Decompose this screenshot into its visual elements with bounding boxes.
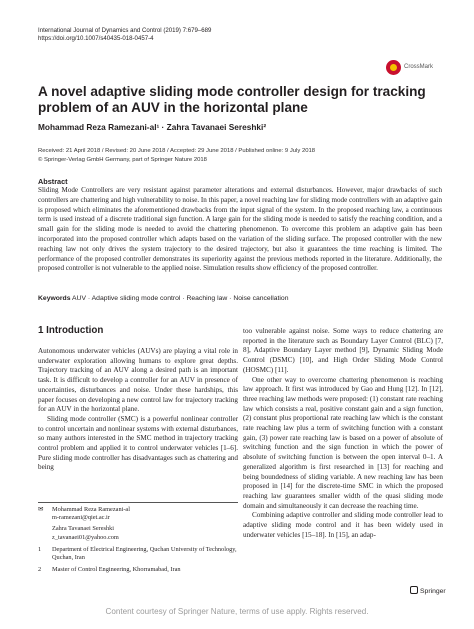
abstract-heading: Abstract (38, 177, 68, 186)
intro-paragraph: Combining adaptive controller and sliding mode controller lead to adaptive sliding mode control and it has been widely used in underwater vehicles [15–18]. In [15], an adap- (243, 511, 443, 539)
publication-dates: Received: 21 April 2018 / Revised: 20 June 2018 / Accepted: 29 June 2018 / Published online: 9 July 2018 (38, 148, 316, 154)
crossmark-label: CrossMark (404, 64, 434, 70)
article-history (38, 147, 315, 164)
keywords-label: Keywords (38, 295, 71, 302)
crossmark-badge[interactable] (386, 60, 446, 78)
springer-horse-icon (410, 586, 418, 594)
correspondence-block (38, 506, 238, 542)
affiliation (38, 566, 238, 574)
intro-paragraph: One other way to overcome chattering phenomenon is reaching law approach. It first was introduced by Gao and Hung [12]. In [12], three reaching law methods were proposed: (1) constant rate reaching law which consists a real, positive constant gain and a sign function, (2) constant plus proportional rate reaching law which is the constant rate reaching law plus a term of switching function with a constant gain, (3) power rate reaching law is based on a power of absolute of switching function and the sign function in which the power of absolute of switching function is between the open interval 0–1. A generalized algorithm is first researched in [13] for reaching and being boundedness of sliding variable. A new reaching law has been proposed in [14] for the discrete-time SMC in which the proposed reaching law guarantees smaller width of the quasi sliding mode domain and simultaneously it can decrease the reaching time. (243, 375, 443, 510)
footnotes (38, 506, 238, 578)
left-column (38, 347, 238, 473)
coauthor-name: Zahra Tavanaei Sereshki (52, 525, 115, 533)
abstract-text: Sliding Mode Controllers are very resistant against parameter alterations and external disturbances. However, major drawbacks of such controllers are chattering and high vulnerability to noise. In this paper, a novel reaching law for sliding mode controllers with an adaptive gain is proposed which eliminates the aforementioned drawbacks from the input signal of the system. In the proposed reaching law, a continuous term is used instead of a discrete traditional sign function. A large gain for the sliding mode is needed to satisfy the reaching condition, and a small gain for the sliding mode is needed to avoid the chattering phenomenon. To overcome this problem an adaptive gain has been incorporated into the proposed controller which adapts based on the variation of the sliding surface. The proposed controller with the new reaching law not only drives the system trajectory to the desired trajectory, but also it guarantees the time reaching is limited. The performance of the proposed controller demonstrates its superiority against the previous methods reported in the literature. Additionally, the proposed controller is not vulnerable to the applied noise. Simulation results show efficiency of the proposed controller. (38, 186, 442, 273)
article-authors: Mohammad Reza Ramezani-al¹ · Zahra Tavanaei Sereshki² (38, 122, 267, 132)
affiliation-mark: 2 (38, 566, 42, 574)
doi-link[interactable]: https://doi.org/10.1007/s40435-018-0457-4 (38, 35, 154, 43)
envelope-icon: ✉ (38, 506, 44, 513)
intro-paragraph: Sliding mode controller (SMC) is a powerful nonlinear controller to control uncertain and nonlinear systems with external disturbances, so many authors interested in the SMC method in trajectory tracking control problem and applied it to control underwater vehicles [1–6]. Pure sliding mode controller has disadvantages such as chattering and being (38, 414, 238, 472)
publisher-logo (410, 586, 446, 595)
author-email[interactable]: m-ramezani@qiet.ac.ir (52, 514, 110, 522)
crossmark-icon (386, 60, 401, 75)
affiliation-mark: 1 (38, 545, 42, 553)
journal-citation: International Journal of Dynamics and Control (2019) 7:679–689 (38, 27, 212, 34)
footnote-divider (38, 502, 238, 503)
author-email[interactable]: z_tavanaei01@yahoo.com (52, 533, 119, 541)
affiliation-text: Department of Electrical Engineering, Quchan University of Technology, Quchan, Iran (52, 545, 237, 562)
keywords-line (38, 295, 442, 302)
journal-header (38, 27, 211, 44)
keywords-text: AUV · Adaptive sliding mode control · Reaching law · Noise cancellation (72, 295, 289, 302)
publisher-name: Springer (420, 588, 446, 595)
article-title: A novel adaptive sliding mode controller design for tracking problem of an AUV in the horizontal plane (38, 84, 426, 115)
affiliation (38, 546, 238, 562)
corresponding-author: Mohammad Reza Ramezani-al (52, 506, 130, 513)
courtesy-notice: Content courtesy of Springer Nature, terms of use apply. Rights reserved. (105, 607, 369, 616)
right-column (243, 327, 443, 540)
section-heading-introduction: 1 Introduction (38, 325, 104, 336)
intro-paragraph: Autonomous underwater vehicles (AUVs) are playing a vital role in underwater exploration allowing humans to explore great depths. Trajectory tracking of an AUV along a desired path is an important task. It is difficult to develop a controller for an AUV in presence of uncertainties, disturbances and noise. Under these hardships, this paper focuses on developing a new control law for trajectory tracking for an AUV in the horizontal plane. (38, 347, 238, 414)
intro-paragraph: too vulnerable against noise. Some ways to reduce chattering are reported in the literature such as Boundary Layer Control (BLC) [7, 8], Adaptive Boundary Layer method [9], Dynamic Sliding Mode Control (DSMC) [10], and High Order Sliding Mode Control (HOSMC) [11]. (243, 327, 443, 374)
affiliation-text: Master of Control Engineering, Khorramabad, Iran (52, 566, 181, 574)
copyright-line: © Springer-Verlag GmbH Germany, part of Springer Nature 2018 (38, 156, 207, 163)
